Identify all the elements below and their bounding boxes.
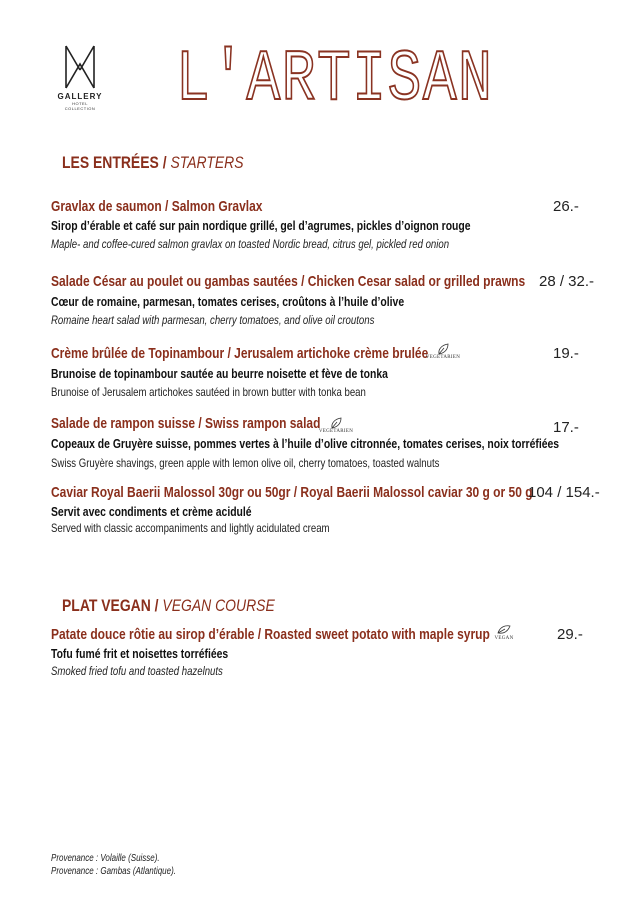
badge-label: VEGETARIEN [425,355,461,360]
dish-description-fr: Servit avec condiments et crème acidulé [51,504,252,519]
logo-hotel-text: HOTEL [72,101,88,106]
section-heading-en: STARTERS [170,153,244,172]
dish-description-fr: Sirop d’érable et café sur pain nordique grillé, gel d’agrumes, pickles d’oignon rouge [51,218,471,233]
dish-description-en: Served with classic accompaniments and lightly acidulated cream [51,521,330,535]
vegan-badge [484,624,524,642]
badge-label: VEGAN [494,636,514,641]
section-heading-fr: PLAT VEGAN / [62,596,159,615]
dish-price: 17.- [553,419,579,436]
dish-name: Salade de rampon suisse / Swiss rampon salad [51,415,321,432]
badge-label: VEGETARIEN [318,429,354,434]
gallery-logo [55,44,105,124]
dish-description-fr: Copeaux de Gruyère suisse, pommes vertes à l’huile d’olive citronnée, tomates cerises, noix torréfiées [51,436,560,451]
dish-price: 19.- [553,345,579,362]
section-heading-starters [62,153,244,173]
dish-name: Gravlax de saumon / Salmon Gravlax [51,198,263,215]
section-heading-vegan [62,596,275,616]
section-heading-fr: LES ENTRÉES / [62,153,167,172]
section-heading-en: VEGAN COURSE [162,596,275,615]
dish-description-fr: Cœur de romaine, parmesan, tomates cerises, croûtons à l’huile d’olive [51,294,405,309]
leaf-icon [436,343,450,355]
logo-gallery-text: GALLERY [57,92,103,101]
dish-price: 29.- [557,626,583,643]
vegetarian-badge [423,343,463,361]
leaf-icon [329,417,343,429]
dish-name: Salade César au poulet ou gambas sautées / Chicken Cesar salad or grilled prawns [51,273,526,290]
dish-price: 104 / 154.- [528,484,600,501]
dish-description-en: Swiss Gruyère shavings, green apple with lemon olive oil, cherry tomatoes, toasted walnuts [51,456,440,470]
restaurant-title: L'ARTISAN [176,39,494,121]
dish-description-en: Romaine heart salad with parmesan, cherry tomatoes, and olive oil croutons [51,313,375,327]
provenance-line: Provenance : Gambas (Atlantique). [51,866,176,877]
dish-description-en: Smoked fried tofu and toasted hazelnuts [51,664,223,678]
dish-description-fr: Tofu fumé frit et noisettes torréfiées [51,646,229,661]
dish-description-en: Brunoise of Jerusalem artichokes sautéed in brown butter with tonka bean [51,385,366,399]
logo-collection-text: COLLECTION [64,106,96,111]
dish-description-fr: Brunoise de topinambour sautée au beurre noisette et fève de tonka [51,366,388,381]
provenance-note [51,852,176,878]
dish-name: Caviar Royal Baerii Malossol 30gr ou 50gr / Royal Baerii Malossol caviar 30 g or 50 g [51,484,533,501]
provenance-line: Provenance : Volaille (Suisse). [51,853,160,864]
dish-name: Crème brûlée de Topinambour / Jerusalem artichoke crème brulée [51,345,429,362]
leaf-icon [496,624,512,636]
dish-price: 28 / 32.- [539,273,595,290]
dish-description-en: Maple- and coffee-cured salmon gravlax on toasted Nordic bread, citrus gel, pickled red onion [51,237,450,251]
gallery-m-logo-icon [63,44,97,90]
dish-name: Patate douce rôtie au sirop d’érable / Roasted sweet potato with maple syrup [51,626,490,643]
vegetarian-badge [316,417,356,435]
dish-price: 26.- [553,198,579,215]
